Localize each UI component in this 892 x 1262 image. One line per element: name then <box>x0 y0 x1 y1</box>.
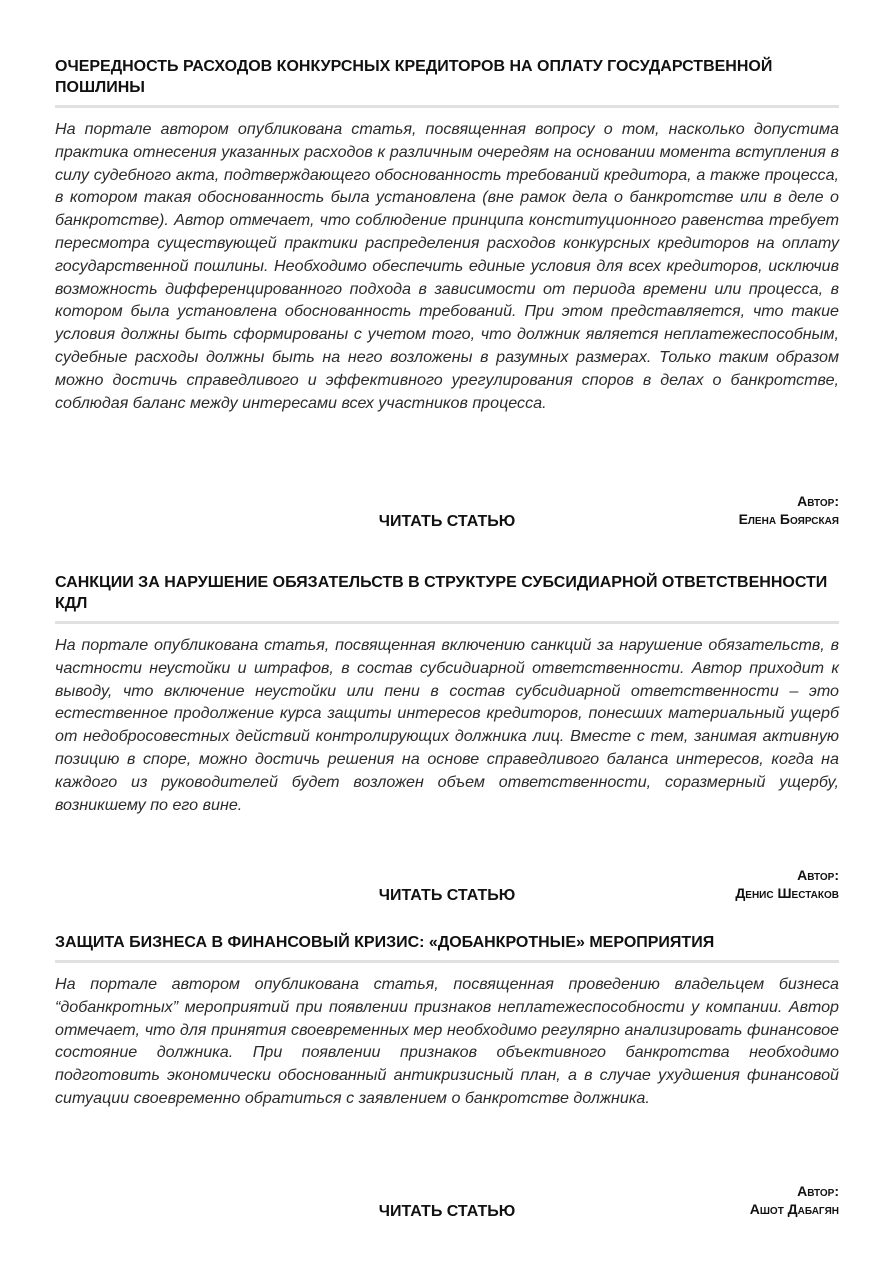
article-summary: На портале опубликована статья, посвященная включению санкций за нарушение обязательств, в частности неустойки и штрафов, в состав субсидиарной ответственности. Автор приходит к выводу, что включение неустойки или пени в состав субсидиарной ответственности – это естественное продолжение курса защиты интересов кредиторов, понесших материальный ущерб от недобросовестных действий контролирующих должника лиц. Вместе с тем, занимая активную позицию в споре, можно достичь решения на основе справедливого баланса интересов, когда на каждого из руководителей будет возложен объем ответственности, соразмерный ущербу, возникшему по его вине. <box>55 636 839 814</box>
article-card <box>55 572 839 904</box>
article-summary: На портале автором опубликована статья, посвященная проведению владельцем бизнеса “добанкротных” мероприятий при появлении признаков неплатежеспособности у компании. Автор отмечает, что для принятия своевременных мер необходимо регулярно анализировать финансовое состояние должника. При появлении признаков объективного банкротства необходимо подготовить экономически обоснованный антикризисный план, а в случае ухудшения финансовой ситуации своевременно обратиться с заявлением о банкротстве должника. <box>55 975 839 1107</box>
author-label: Автор: <box>797 1183 839 1199</box>
read-article-link[interactable]: ЧИТАТЬ СТАТЬЮ <box>378 1203 516 1220</box>
article-card <box>55 56 839 530</box>
article-title: ОЧЕРЕДНОСТЬ РАСХОДОВ КОНКУРСНЫХ КРЕДИТОРОВ НА ОПЛАТУ ГОСУДАРСТВЕННОЙ ПОШЛИНЫ <box>55 58 773 96</box>
title-divider <box>55 960 839 963</box>
author-block <box>750 1182 839 1218</box>
author-block <box>739 492 839 528</box>
read-article-link[interactable]: ЧИТАТЬ СТАТЬЮ <box>378 513 516 530</box>
author-label: Автор: <box>797 867 839 883</box>
read-article-link[interactable]: ЧИТАТЬ СТАТЬЮ <box>378 887 516 904</box>
title-divider <box>55 621 839 624</box>
article-card <box>55 932 839 1220</box>
article-summary: На портале автором опубликована статья, посвященная вопросу о том, насколько допустима практика отнесения указанных расходов к различным очередям на основании момента вступления в силу судебного акта, подтверждающего обоснованность требований кредитора, а также процесса, в котором такая обоснованность была установлена (вне рамок дела о банкротстве или в деле о банкротстве). Автор отмечает, что соблюдение принципа конституционного равенства требует пересмотра существующей практики распределения расходов конкурсных кредиторов на оплату государственной пошлины. Необходимо обеспечить единые условия для всех кредиторов, исключив возможность дифференцированного подхода в зависимости от периода времени или процесса, в котором была установлена обоснованность требований. При этом представляется, что такие условия должны быть сформированы с учетом того, что должник является неплатежеспособным, судебные расходы должны быть на него возложены в разумных размерах. Только таким образом можно достичь справедливого и эффективного урегулирования споров в делах о банкротстве, соблюдая баланс между интересами всех участников процесса. <box>55 120 839 412</box>
article-title: ЗАЩИТА БИЗНЕСА В ФИНАНСОВЫЙ КРИЗИС: «ДОБАНКРОТНЫЕ» МЕРОПРИЯТИЯ <box>55 934 715 951</box>
article-title: САНКЦИИ ЗА НАРУШЕНИЕ ОБЯЗАТЕЛЬСТВ В СТРУКТУРЕ СУБСИДИАРНОЙ ОТВЕТСТВЕННОСТИ КДЛ <box>55 574 828 612</box>
author-label: Автор: <box>797 493 839 509</box>
author-name: Денис Шестаков <box>735 885 839 901</box>
author-name: Елена Боярская <box>738 511 839 527</box>
title-divider <box>55 105 839 108</box>
author-block <box>735 866 839 902</box>
author-name: Ашот Дабагян <box>749 1201 839 1217</box>
